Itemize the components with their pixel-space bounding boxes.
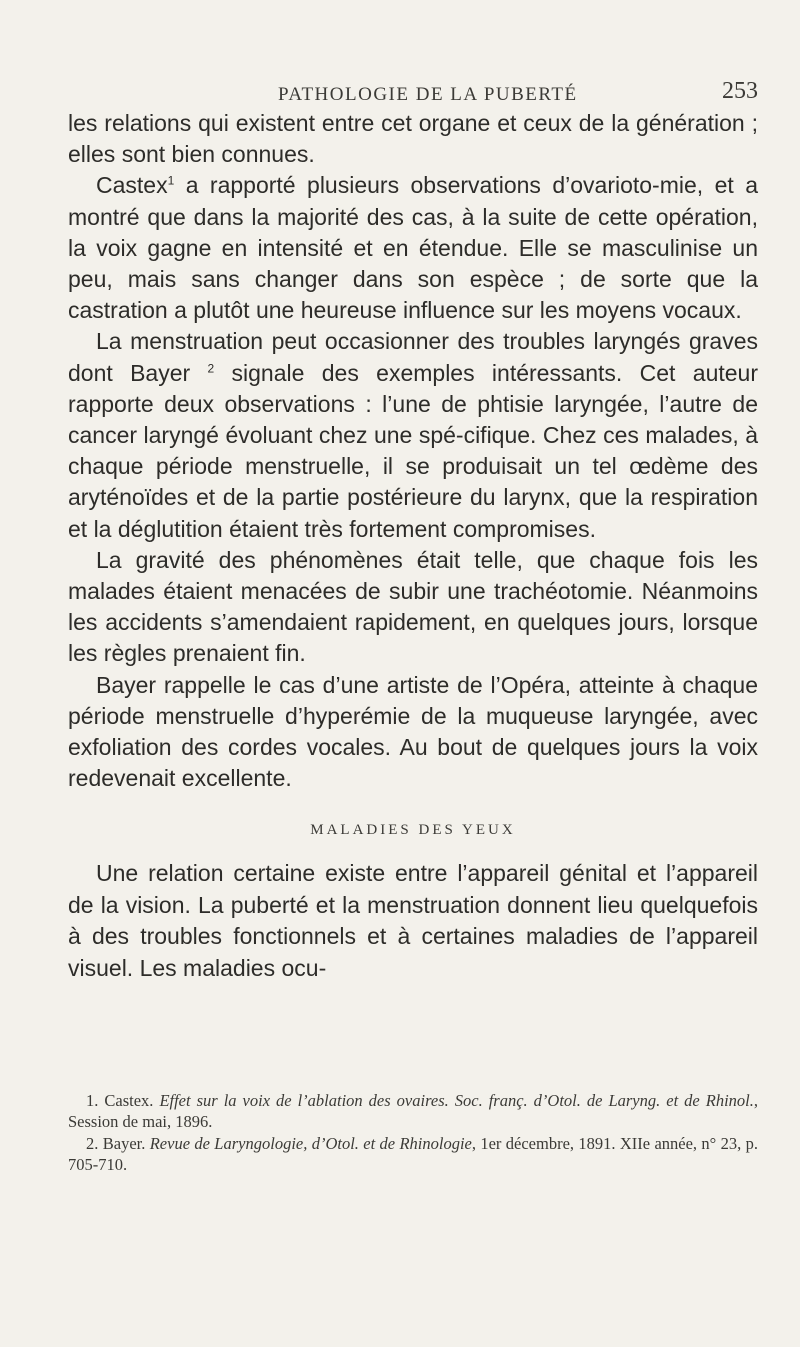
paragraph-2 [68,170,758,326]
paragraph-5: Bayer rappelle le cas d’une artiste de l’Opéra, atteinte à chaque période menstruelle d’hyperémie de la muqueuse laryngée, avec exfoliation des cordes vocales. Au bout de quelques jours la voix redevenait excellente. [68,671,758,792]
running-title: PATHOLOGIE DE LA PUBERTÉ [278,84,578,105]
footnote-1-number: 1. [86,1091,105,1110]
paragraph-3-text: signale des exemples intéressants. Cet auteur rapporte deux observations : l’une de phtisie laryngée, l’autre de cancer laryngé évoluant chez une spé-cifique. Chez ces malades, à chaque période menstruelle, il se produisait un tel œdème des aryténoïdes et de la partie postérieure du larynx, que la respiration et la déglutition étaient très fortement compromises. [68,359,758,542]
section-heading: MALADIES DES YEUX [310,822,516,838]
page-number: 253 [722,78,758,104]
page-header [68,78,758,108]
paragraph-1: les relations qui existent entre cet organe et ceux de la génération ; elles sont bien connues. [68,110,758,168]
footnote-2-author: Bayer. [102,1134,150,1153]
paragraph-3 [68,326,758,544]
footnote-ref-1[interactable]: 1 [167,173,175,188]
paragraph-4: La gravité des phénomènes était telle, que chaque fois les malades étaient menacées de subir une trachéotomie. Néanmoins les accidents s’amendaient rapidement, en quelques jours, lorsque les règles prenaient fin. [68,546,758,667]
footnote-ref-2[interactable]: 2 [207,360,215,375]
section-paragraph-1: Une relation certaine existe entre l’appareil génital et l’appareil de la vision. La puberté et la menstruation donnent lieu quelquefois à des troubles fonctionnels et à certaines maladies de l’appareil visuel. Les maladies ocu- [68,860,758,981]
paragraph-2-text: a rapporté plusieurs observations d’ovarioto-mie, et a montré que dans la majorité des cas, à la suite de cette opération, la voix gagne en intensité et en étendue. Elle se masculinise un peu, mais sans changer dans son espèce ; de sorte que la castration a plutôt une heureuse influence sur les moyens vocaux. [68,172,758,324]
footnote-1 [68,1090,758,1132]
footnote-2-details: , 1er décembre, 1891. XIIe année, n° 23, p. 705-710. [68,1134,758,1174]
section-body-text [68,858,758,984]
footnote-1-author: Castex. [104,1091,160,1110]
footnote-2 [68,1133,758,1175]
author-castex: Castex [96,172,168,199]
footnote-2-number: 2. [86,1134,103,1153]
footnotes [68,1090,758,1176]
footnote-2-title: Revue de Laryngologie, d’Otol. et de Rhinologie [149,1134,472,1153]
footnote-1-details: , Session de mai, 1896. [68,1091,758,1131]
footnote-1-title: Effet sur la voix de l’ablation des ovaires. Soc. franç. d’Otol. de Laryng. et de Rhinol. [159,1091,754,1110]
paragraph-3-lead: La menstruation peut occasionner des troubles laryngés graves dont Bayer [68,328,758,386]
body-text [68,108,758,794]
